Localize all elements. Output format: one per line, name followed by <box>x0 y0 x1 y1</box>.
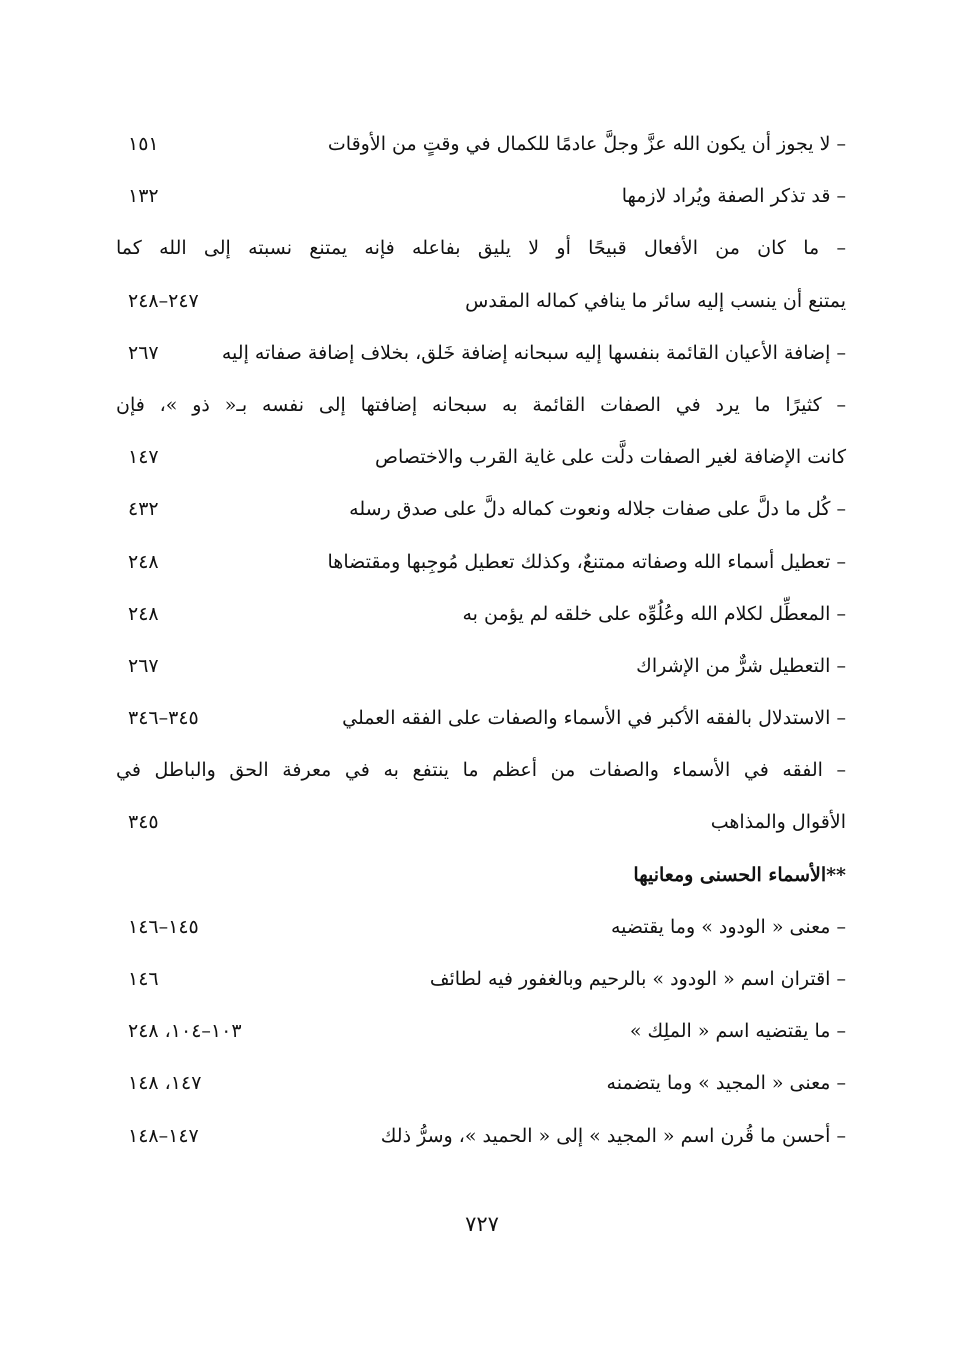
index-entry <box>116 536 846 588</box>
page-reference: ١٤٧ <box>128 446 159 469</box>
page-reference: ١٤٥–١٤٦ <box>128 915 199 938</box>
entry-text: – ما يقتضيه اسم « الملِك » <box>629 1020 846 1043</box>
page-reference: ٢٦٧ <box>128 654 159 677</box>
index-list <box>116 118 846 1162</box>
index-entry <box>116 483 846 535</box>
entry-text: يمتنع أن ينسب إليه سائر ما ينافي كماله المقدس <box>465 289 846 312</box>
index-entry <box>116 953 846 1005</box>
index-entry <box>116 1057 846 1109</box>
entry-text: – إضافة الأعيان القائمة بنفسها إليه سبحانه إضافة خَلق، بخلاف إضافة صفاته إليه <box>221 341 846 364</box>
page-number: ٧٢٧ <box>465 1212 499 1236</box>
entry-text: – اقتران اسم « الودود » بالرحيم وبالغفور فيه لطائف <box>429 968 846 990</box>
page-reference: ١٣٢ <box>128 185 159 208</box>
page-reference: ٣٤٥ <box>128 811 159 834</box>
page-reference: ٢٤٨ <box>128 602 159 625</box>
page-reference: ٢٤٧–٢٤٨ <box>128 289 199 312</box>
entry-text: كانت الإضافة لغير الصفات دلَّت على غاية القرب والاختصاص <box>374 446 846 469</box>
page-reference: ٢٤٨ <box>128 550 159 573</box>
entry-text: – لا يجوز أن يكون الله عزَّ وجلَّ عادمًا للكمال في وقتٍ من الأوقات <box>327 133 846 155</box>
entry-text: – الفقه في الأسماء والصفات من أعظم ما ينتفع به في معرفة الحق والباطل في <box>116 759 846 782</box>
index-entry-continuation <box>116 431 846 483</box>
index-entry <box>116 118 846 170</box>
index-entry <box>116 588 846 640</box>
entry-text: – التعطيل شرٌّ من الإشراك <box>636 654 846 677</box>
entry-text: – معنى « الودود » وما يقتضيه <box>610 915 846 938</box>
index-entry-continuation <box>116 275 846 327</box>
entry-text: – أحسن ما قُرن اسم « المجيد » إلى « الحميد »، وسرُّ ذلك <box>380 1124 846 1147</box>
page-reference: ٤٣٢ <box>128 498 159 521</box>
section-title: **الأسماء الحسنى ومعانيها <box>633 863 846 886</box>
index-entry <box>116 222 846 274</box>
entry-text: – الاستدلال بالفقه الأكبر في الأسماء والصفات على الفقه العملي <box>342 707 846 730</box>
entry-text: – ما كان من الأفعال قبيحًا أو لا يليق بفاعله فإنه يمتنع نسبته إلى الله كما <box>116 237 846 260</box>
entry-text: – قد تذكر الصفة ويُراد لازمها <box>621 185 846 208</box>
entry-text: – المعطِّل لكلام الله وعُلُوِّه على خلقه لم يؤمن به <box>462 602 846 625</box>
entry-text: – تعطيل أسماء الله وصفاته ممتنعٌ، وكذلك تعطيل مُوجِبها ومقتضاها <box>327 550 846 573</box>
page-reference: ٣٤٥–٣٤٦ <box>128 707 199 730</box>
index-entry <box>116 379 846 431</box>
index-entry <box>116 640 846 692</box>
index-entry <box>116 744 846 796</box>
index-entry <box>116 1005 846 1057</box>
index-entry <box>116 1110 846 1162</box>
page-reference: ١٤٧–١٤٨ <box>128 1124 199 1147</box>
page-reference: ١٤٦ <box>128 968 159 990</box>
section-heading <box>116 849 846 901</box>
page-reference: ٢٦٧ <box>128 341 159 364</box>
page-reference: ١٥١ <box>128 133 159 155</box>
index-entry <box>116 170 846 222</box>
entry-text: – معنى « المجيد » وما يتضمنه <box>606 1072 846 1095</box>
index-entry-continuation <box>116 796 846 848</box>
index-entry <box>116 901 846 953</box>
page-reference: ١٠٣–١٠٤، ٢٤٨ <box>128 1020 242 1043</box>
entry-text: – كُل ما دلَّ على صفات جلاله ونعوت كماله دلَّ على صدق رسله <box>349 498 846 521</box>
page-reference: ١٤٧، ١٤٨ <box>128 1072 202 1095</box>
entry-text: – كثيرًا ما يرد في الصفات القائمة به سبحانه إضافتها إلى نفسه بـ« ذو »، فإن <box>116 393 846 416</box>
index-entry <box>116 692 846 744</box>
index-entry <box>116 327 846 379</box>
entry-text: الأقوال والمذاهب <box>710 811 846 834</box>
